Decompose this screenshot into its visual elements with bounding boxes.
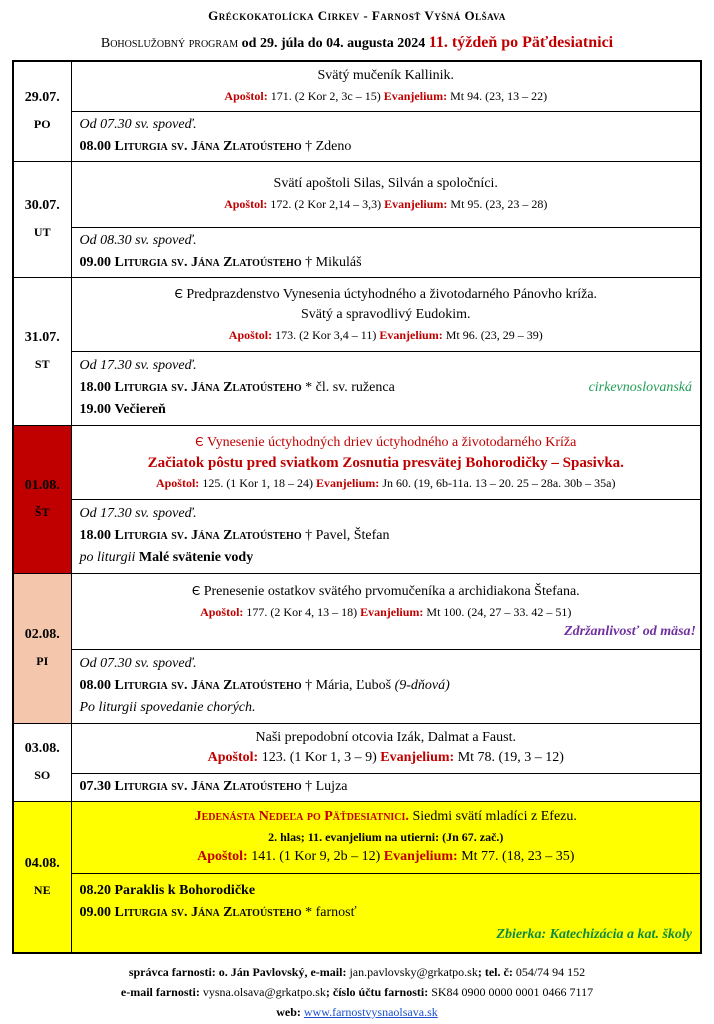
day-of-week: UT	[33, 225, 51, 239]
day-row-services	[13, 351, 701, 425]
confession-line: Od 07.30 sv. spoveď.	[79, 656, 197, 671]
feast-symbol-icon: Є	[195, 434, 204, 449]
evanjelium-label: Evanjelium:	[383, 89, 448, 104]
parish-title: Gréckokatolícka Cirkev - Farnosť Vyšná Olšava	[208, 8, 506, 23]
service-name: Liturgia sv. Jána Zlatoústeho	[114, 678, 302, 693]
readings	[76, 86, 697, 106]
readings	[76, 194, 697, 214]
service-intent: * čl. sv. ruženca	[305, 380, 395, 395]
day-date: 01.08.	[24, 478, 60, 493]
website-link[interactable]: www.farnostvysnaolsava.sk	[303, 1005, 438, 1019]
date-range: od 29. júla do 04. augusta 2024	[241, 36, 426, 51]
evanjelium-label: Evanjelium:	[384, 197, 448, 211]
service-intent: † Mikuláš	[305, 255, 362, 270]
feast-name: Є Predprazdenstvo Vynesenia úctyhodného a životodarného Pánovho kríža.	[174, 286, 598, 302]
day-row-services	[13, 649, 701, 723]
apostol-label: Apoštol:	[207, 750, 259, 765]
apostol-label: Apoštol:	[224, 89, 268, 104]
readings	[76, 602, 697, 622]
apostol-label: Apoštol:	[197, 849, 248, 864]
evanjelium-label: Evanjelium:	[315, 475, 380, 490]
service-time: 08.20	[79, 882, 111, 898]
feast-cell	[71, 723, 701, 773]
evanjelium-reading: Mt 78. (19, 3 – 12)	[457, 750, 564, 765]
fasting-note: Zdržanlivosť od mäsa!	[564, 623, 696, 639]
feast-cell	[71, 161, 701, 227]
footer-admin: správca farnosti: o. Ján Pavlovský, e-mail: jan.pavlovsky@grkatpo.sk; tel. č: 054/74 94 152	[128, 965, 586, 979]
feast-name: Є Prenesenie ostatkov svätého prvomučeníka a archidiakona Štefana.	[191, 583, 580, 599]
intent-note: (9-dňová)	[394, 678, 450, 693]
day-of-week: NE	[33, 882, 51, 897]
program-label: Bohoslužobný program	[100, 36, 239, 51]
service-line	[80, 525, 693, 547]
schedule-table	[12, 60, 702, 954]
language-note: cirkevnoslovanská	[588, 380, 692, 395]
sunday-title: Jedenásta Nedeľa po Päťdesiatnici. Siedmi svätí mladíci z Efezu.	[194, 809, 577, 824]
feast-symbol-icon: Є	[174, 286, 183, 301]
feast-name: Svätí apoštoli Silas, Silván a spoločníci.	[273, 176, 498, 191]
confession-line: Od 08.30 sv. spoveď.	[79, 233, 197, 248]
service-line	[80, 377, 693, 399]
date-cell	[13, 425, 71, 573]
day-of-week: PO	[33, 117, 51, 132]
day-date: 30.07.	[24, 198, 60, 213]
evanjelium-label: Evanjelium:	[360, 604, 424, 619]
apostol-reading: 177. (2 Kor 4, 13 – 18)	[246, 604, 358, 619]
service-time: 08.00	[79, 139, 111, 154]
footer	[0, 962, 714, 1022]
evanjelium-reading: Mt 96. (23, 29 – 39)	[445, 327, 543, 342]
evanjelium-reading: Mt 95. (23, 23 – 28)	[450, 197, 548, 211]
services-cell	[71, 227, 701, 277]
service-line	[80, 902, 693, 924]
service-name: Večiereň	[114, 402, 166, 417]
date-cell	[13, 277, 71, 425]
service-name: Paraklis k Bohorodičke	[114, 882, 256, 898]
service-intent: * farnosť	[305, 904, 357, 920]
confession-line: Od 07.30 sv. spoveď.	[79, 117, 197, 132]
day-row-services	[13, 499, 701, 573]
apostol-reading: 123. (1 Kor 1, 3 – 9)	[261, 750, 377, 765]
day-date: 29.07.	[24, 90, 60, 106]
date-cell	[13, 61, 71, 161]
account-number: SK84 0900 0000 0001 0466 7117	[431, 985, 594, 999]
services-cell	[71, 499, 701, 573]
service-intent: † Lujza	[305, 779, 348, 794]
service-line	[80, 399, 693, 421]
service-line	[80, 776, 693, 798]
day-date: 31.07.	[24, 330, 60, 345]
service-intent: † Mária, Ľuboš	[305, 678, 392, 693]
evanjelium-reading: Mt 94. (23, 13 – 22)	[450, 89, 548, 104]
evanjelium-reading: Mt 77. (18, 23 – 35)	[461, 849, 575, 864]
day-row-services	[13, 773, 701, 801]
day-row-feast	[13, 161, 701, 227]
service-time: 18.00	[79, 380, 111, 395]
collection-row	[80, 924, 693, 946]
footer-web: web: www.farnostvysnaolsava.sk	[276, 1005, 438, 1019]
feast-symbol-icon: Є	[191, 583, 201, 598]
day-row-feast	[13, 277, 701, 351]
readings	[76, 473, 697, 493]
confession-line: Od 17.30 sv. spoveď.	[79, 506, 197, 521]
day-of-week: SO	[34, 768, 51, 782]
readings	[76, 847, 697, 867]
feast-name: Naši prepodobní otcovia Izák, Dalmat a Faust.	[255, 730, 516, 745]
apostol-reading: 172. (2 Kor 2,14 – 3,3)	[270, 197, 382, 211]
evanjelium-label: Evanjelium:	[380, 750, 455, 765]
date-cell	[13, 161, 71, 277]
date-cell	[13, 723, 71, 801]
sunday-tone: 2. hlas; 11. evanjelium na utierni: (Jn 67. zač.)	[268, 830, 504, 844]
service-time: 19.00	[79, 402, 111, 417]
day-date: 02.08.	[24, 627, 60, 642]
evanjelium-reading: Jn 60. (19, 6b-11a. 13 – 20. 25 – 28a. 30b – 35a)	[382, 475, 616, 490]
evanjelium-reading: Mt 100. (24, 27 – 33. 42 – 51)	[426, 604, 572, 619]
after-service: Po liturgii spovedanie chorých.	[79, 700, 256, 715]
service-intent: † Pavel, Štefan	[305, 528, 390, 543]
service-name: Liturgia sv. Jána Zlatoústeho	[114, 139, 302, 154]
service-line	[80, 675, 693, 697]
day-row-feast	[13, 61, 701, 111]
parish-email[interactable]: vysna.olsava@grkatpo.sk	[202, 985, 326, 999]
apostol-reading: 173. (2 Kor 3,4 – 11)	[275, 327, 377, 342]
day-row-feast	[13, 425, 701, 499]
service-name: Liturgia sv. Jána Zlatoústeho	[114, 779, 302, 794]
readings	[76, 325, 697, 345]
service-intent: † Zdeno	[305, 139, 352, 154]
service-line	[80, 880, 693, 902]
service-time: 09.00	[79, 904, 111, 920]
service-time: 08.00	[79, 678, 111, 693]
apostol-reading: 125. (1 Kor 1, 18 – 24)	[202, 475, 313, 490]
feast-cell	[71, 277, 701, 351]
feast-name: Svätý a spravodlivý Eudokim.	[300, 306, 471, 322]
services-cell	[71, 111, 701, 161]
readings	[76, 748, 697, 768]
day-row-feast	[13, 573, 701, 649]
footer-email: e-mail farnosti: vysna.olsava@grkatpo.sk; číslo účtu farnosti: SK84 0900 0000 0001 0466 7117	[120, 985, 594, 999]
date-cell	[13, 801, 71, 953]
feast-cell	[71, 61, 701, 111]
service-time: 09.00	[79, 255, 111, 270]
feast-cell	[71, 801, 701, 873]
services-cell	[71, 351, 701, 425]
day-of-week: ST	[34, 357, 50, 371]
feast-name: Svätý mučeník Kallinik.	[317, 68, 454, 84]
evanjelium-label: Evanjelium:	[379, 327, 443, 342]
day-of-week: PI	[36, 654, 49, 668]
apostol-reading: 141. (1 Kor 9, 2b – 12)	[251, 849, 381, 864]
collection-note: Zbierka: Katechizácia a kat. školy	[496, 926, 692, 942]
day-row-feast	[13, 723, 701, 773]
date-cell	[13, 573, 71, 723]
apostol-label: Apoštol:	[155, 475, 200, 490]
services-cell	[71, 773, 701, 801]
admin-email[interactable]: jan.pavlovsky@grkatpo.sk	[349, 965, 478, 979]
day-date: 04.08.	[24, 855, 60, 871]
service-time: 18.00	[79, 528, 111, 543]
day-row-services	[13, 873, 701, 953]
service-line	[80, 252, 693, 274]
day-of-week: ŠT	[34, 505, 50, 519]
service-name: Liturgia sv. Jána Zlatoústeho	[114, 380, 302, 395]
feast-cell	[71, 573, 701, 649]
day-row-services	[13, 227, 701, 277]
services-cell	[71, 649, 701, 723]
service-name: Liturgia sv. Jána Zlatoústeho	[114, 255, 302, 270]
evanjelium-label: Evanjelium:	[383, 849, 458, 864]
week-label: 11. týždeň po Päťdesiatnici	[428, 34, 614, 51]
apostol-label: Apoštol:	[200, 604, 244, 619]
services-cell	[71, 873, 701, 953]
after-service: po liturgii Malé svätenie vody	[79, 550, 254, 565]
day-row-feast	[13, 801, 701, 873]
program-subtitle	[0, 34, 714, 52]
confession-line: Od 17.30 sv. spoveď.	[79, 358, 197, 373]
service-name: Liturgia sv. Jána Zlatoústeho	[114, 528, 302, 543]
apostol-label: Apoštol:	[228, 327, 273, 342]
feast-name: Є Vynesenie úctyhodných driev úctyhodného a životodarného Kríža	[195, 434, 577, 450]
feast-cell	[71, 425, 701, 499]
fast-start: Začiatok pôstu pred sviatkom Zosnutia presvätej Bohorodičky – Spasivka.	[147, 454, 624, 471]
apostol-reading: 171. (2 Kor 2, 3c – 15)	[270, 89, 381, 104]
day-row-services	[13, 111, 701, 161]
fasting-note-row	[76, 622, 697, 642]
phone: 054/74 94 152	[515, 965, 586, 979]
apostol-label: Apoštol:	[224, 197, 268, 211]
service-name: Liturgia sv. Jána Zlatoústeho	[114, 904, 302, 920]
service-time: 07.30	[79, 779, 111, 794]
service-line	[80, 136, 693, 158]
day-date: 03.08.	[24, 741, 60, 756]
